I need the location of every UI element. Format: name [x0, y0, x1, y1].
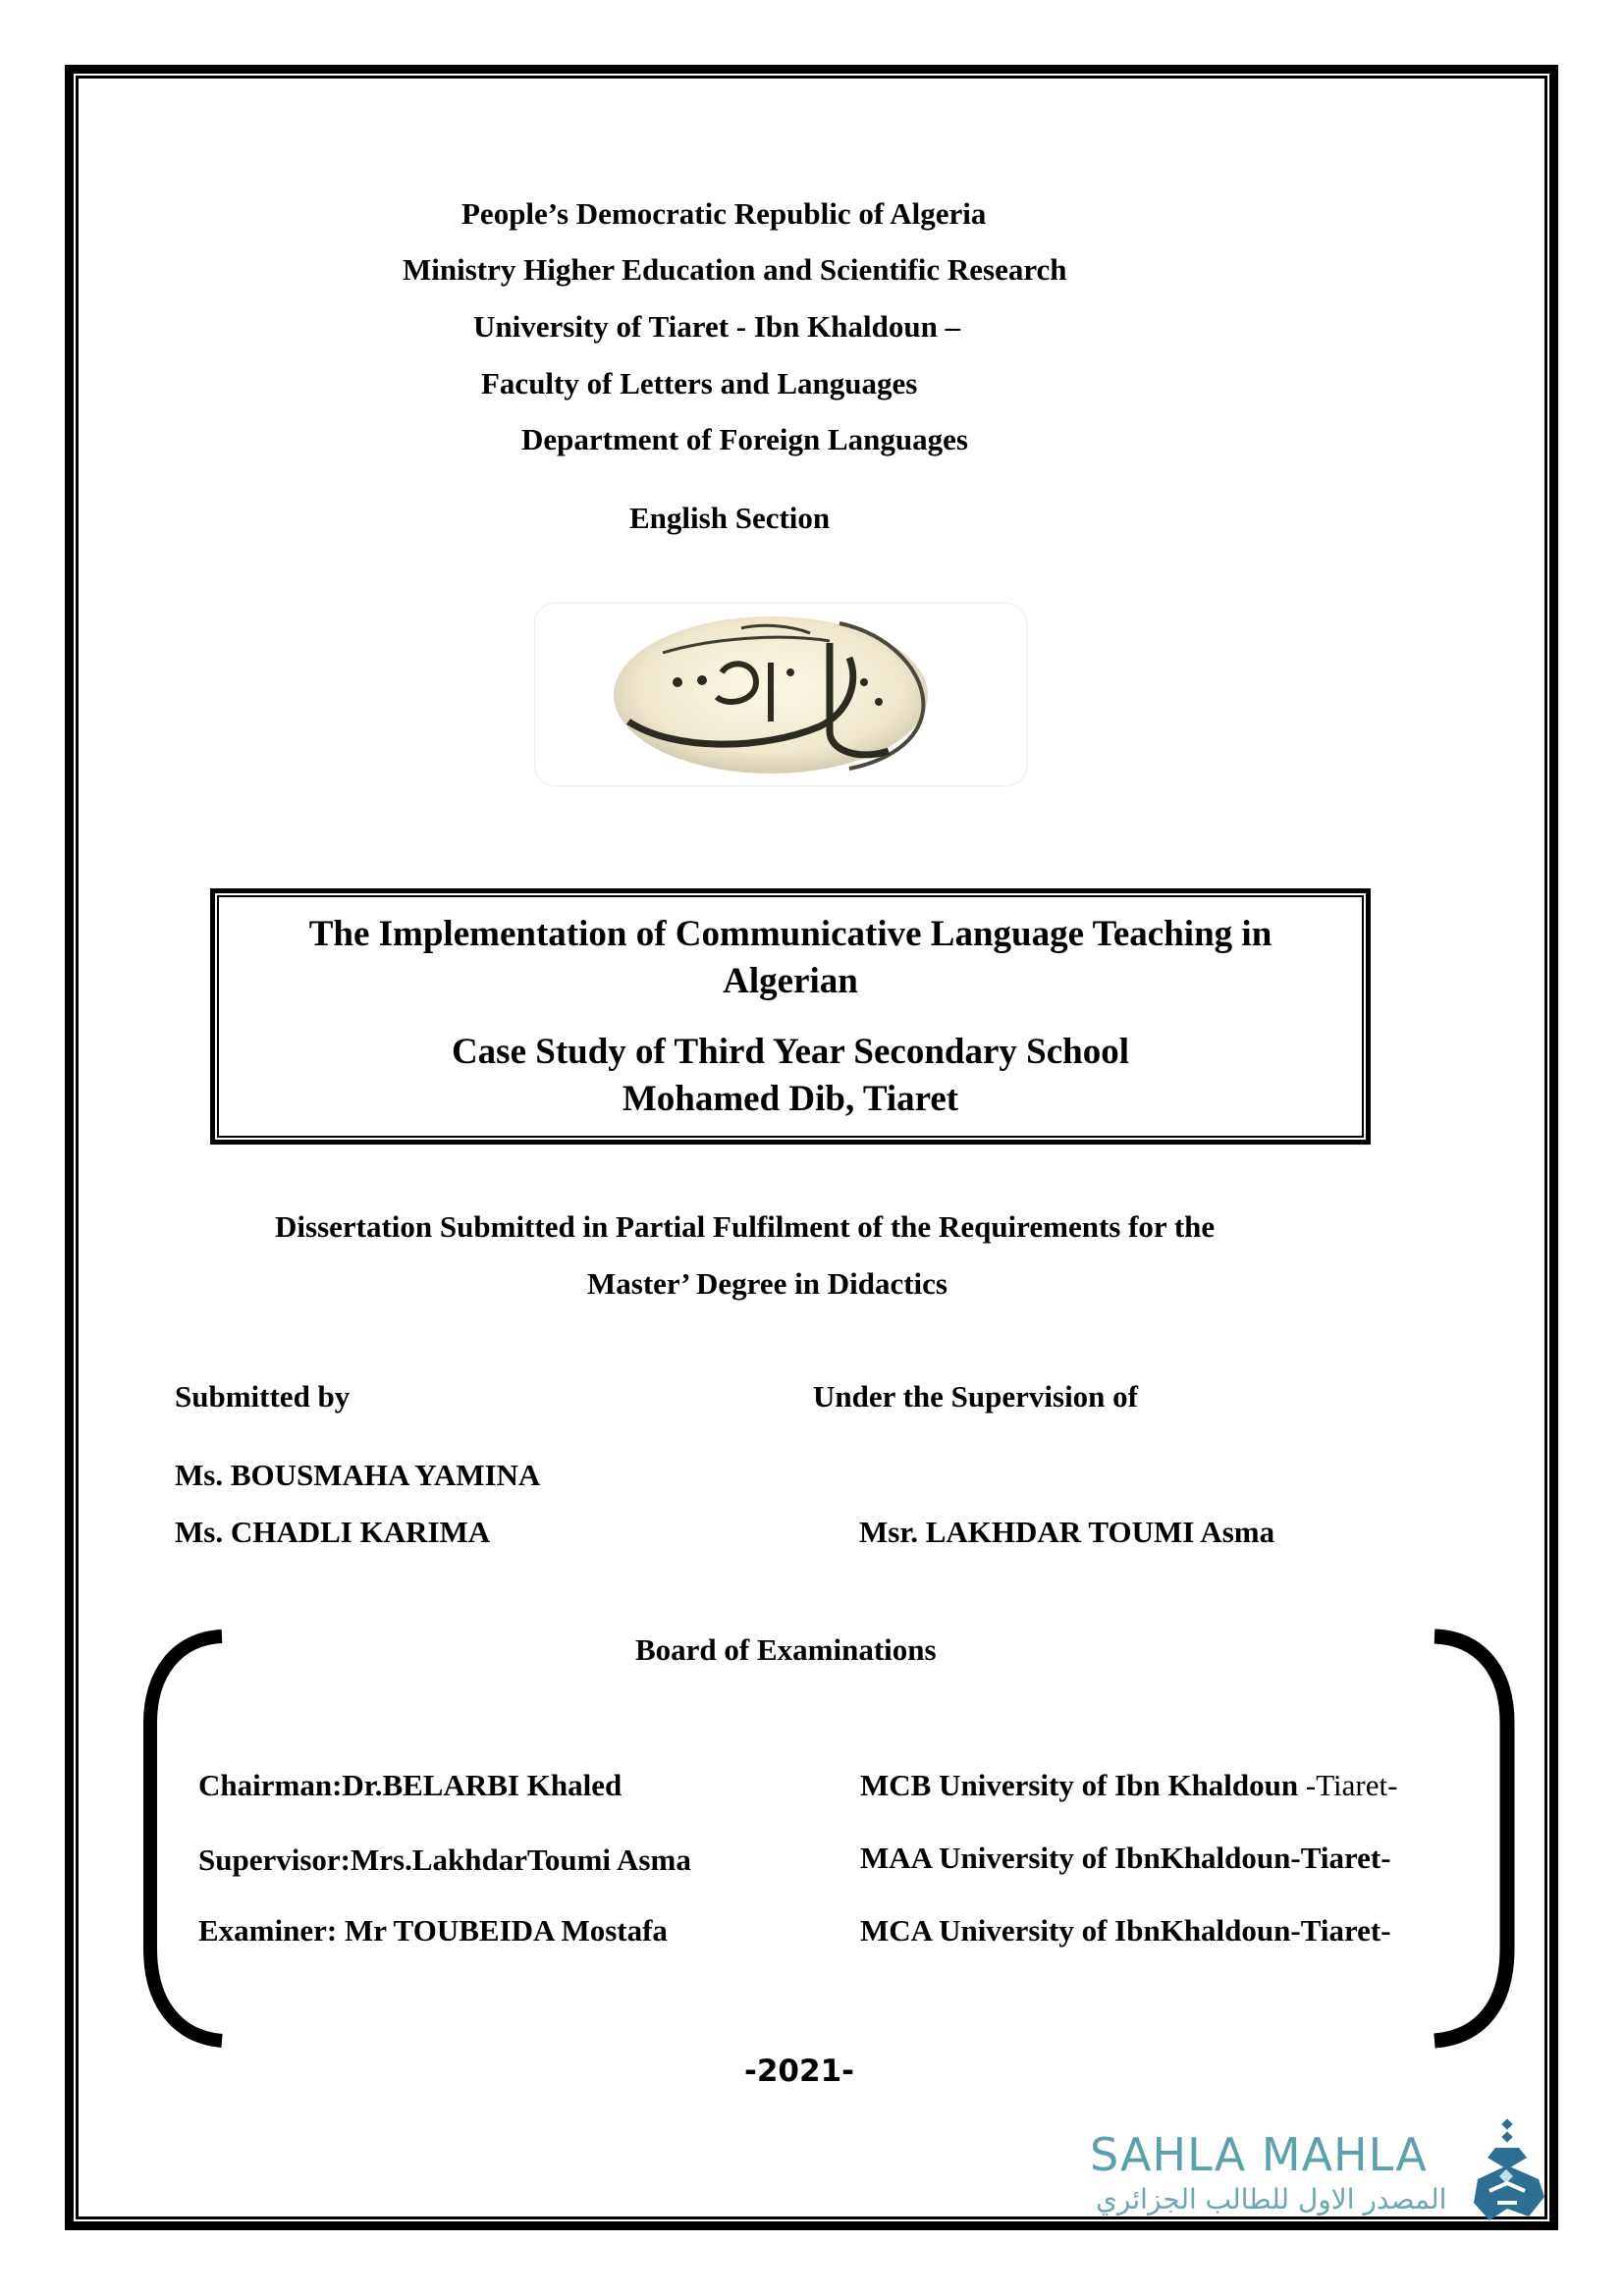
thesis-title-line-1: The Implementation of Communicative Language Teaching in [308, 914, 1272, 954]
section-line: English Section [629, 501, 831, 535]
board-member-1-name: Chairman:Dr.BELARBI Khaled [198, 1768, 623, 1802]
dissertation-statement-line-1: Dissertation Submitted in Partial Fulfilment of the Requirements for the [275, 1209, 1216, 1244]
student-name-2: Ms. CHADLI KARIMA [175, 1515, 491, 1549]
dissertation-statement-line-2: Master’ Degree in Didactics [587, 1266, 947, 1301]
country-line: People’s Democratic Republic of Algeria [461, 196, 987, 231]
university-calligraphy-seal-icon [535, 604, 1026, 785]
faculty-line: Faculty of Letters and Languages [481, 366, 918, 400]
thesis-subtitle-line-1: Case Study of Third Year Secondary School [451, 1032, 1130, 1072]
university-logo [535, 604, 1026, 785]
board-member-2-affiliation: MAA University of IbnKhaldoun-Tiaret- [860, 1841, 1391, 1875]
board-member-3-affiliation: MCA University of IbnKhaldoun-Tiaret- [860, 1913, 1391, 1948]
ministry-line: Ministry Higher Education and Scientific Research [403, 252, 1067, 287]
year: -2021- [744, 2054, 855, 2089]
watermark-tagline: المصدر الاول للطالب الجزائري [1096, 2183, 1447, 2216]
thesis-title-line-2: Algerian [723, 961, 858, 1001]
department-line: Department of Foreign Languages [521, 422, 968, 456]
board-member-2-name: Supervisor:Mrs.LakhdarToumi Asma [198, 1842, 691, 1877]
affiliation-bold: MCB University of Ibn Khaldoun [860, 1768, 1306, 1802]
sahla-mahla-watermark [1090, 2118, 1551, 2224]
university-line: University of Tiaret - Ibn Khaldoun – [473, 309, 961, 344]
watermark-brand: SAHLA MAHLA [1090, 2128, 1428, 2181]
board-member-1-affiliation [860, 1768, 1397, 1803]
submitted-by-label: Submitted by [175, 1379, 351, 1414]
board-heading: Board of Examinations [635, 1632, 937, 1667]
supervisor-name: Msr. LAKHDAR TOUMI Asma [859, 1515, 1275, 1549]
affiliation-regular: -Tiaret- [1305, 1768, 1398, 1802]
board-member-3-name: Examiner: Mr TOUBEIDA Mostafa [198, 1913, 668, 1948]
student-name-1: Ms. BOUSMAHA YAMINA [175, 1458, 541, 1492]
sahla-mahla-logo-icon [1468, 2118, 1551, 2224]
supervision-label: Under the Supervision of [813, 1379, 1138, 1414]
left-bracket-icon [137, 1625, 236, 2056]
right-bracket-icon [1429, 1625, 1527, 2056]
thesis-subtitle-line-2: Mohamed Dib, Tiaret [622, 1079, 959, 1119]
